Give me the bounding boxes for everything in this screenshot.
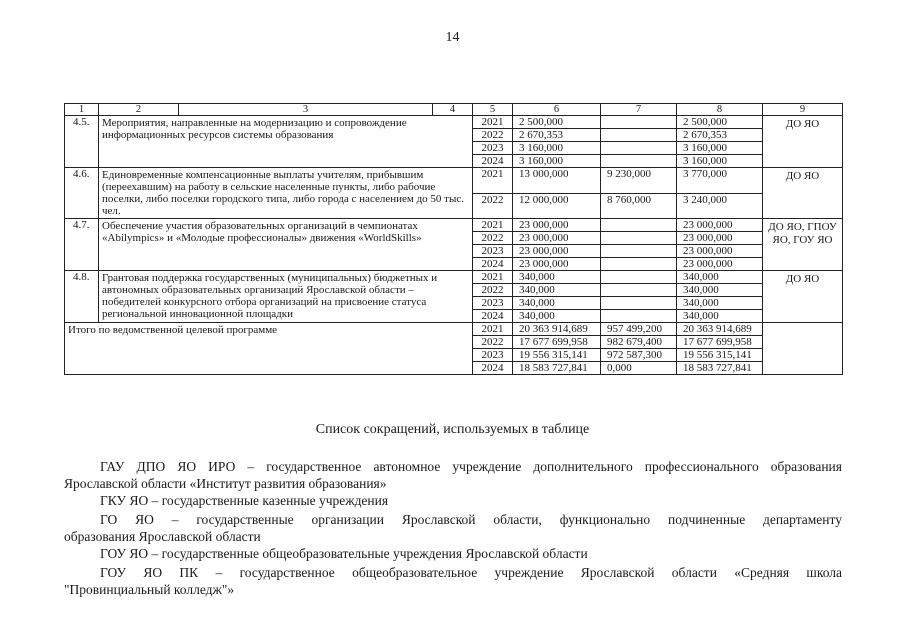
total-amount-cell: 23 000,000 xyxy=(513,232,601,245)
year-cell: 2021 xyxy=(473,168,513,194)
federal-amount-cell: 972 587,300 xyxy=(601,349,677,362)
federal-amount-cell xyxy=(601,155,677,168)
responsible-executor: ДО ЯО xyxy=(763,168,843,219)
total-amount-cell: 3 160,000 xyxy=(513,142,601,155)
federal-amount-cell xyxy=(601,310,677,323)
total-amount-cell: 17 677 699,958 xyxy=(513,336,601,349)
total-amount-cell: 340,000 xyxy=(513,271,601,284)
abbreviation-text-cont: образования Ярославской области xyxy=(64,529,261,544)
regional-amount-cell: 23 000,000 xyxy=(677,245,763,258)
regional-amount-cell: 340,000 xyxy=(677,310,763,323)
federal-amount-cell xyxy=(601,116,677,129)
year-cell: 2022 xyxy=(473,284,513,297)
federal-amount-cell xyxy=(601,129,677,142)
item-number: 4.6. xyxy=(65,168,99,219)
abbreviation-text: ГО ЯО – государственные организации Ярославской области, функционально подчиненные департаменту xyxy=(100,512,842,527)
year-cell: 2021 xyxy=(473,323,513,336)
item-description: Грантовая поддержка государственных (муниципальных) бюджетных и автономных образовательных организаций Ярославской области – победителей конкурсного отбора организаций на присвоение статуса региональной инновационной площадки xyxy=(99,271,473,323)
column-number-4: 4 xyxy=(433,104,473,116)
federal-amount-cell xyxy=(601,271,677,284)
column-number-9: 9 xyxy=(763,104,843,116)
federal-amount-cell xyxy=(601,142,677,155)
regional-amount-cell: 340,000 xyxy=(677,297,763,310)
total-amount-cell: 2 670,353 xyxy=(513,129,601,142)
total-amount-cell: 340,000 xyxy=(513,310,601,323)
federal-amount-cell xyxy=(601,245,677,258)
abbreviation-item xyxy=(64,492,842,509)
year-cell: 2021 xyxy=(473,219,513,232)
regional-amount-cell: 23 000,000 xyxy=(677,258,763,271)
table-row xyxy=(65,116,843,129)
year-cell: 2022 xyxy=(473,336,513,349)
regional-amount-cell: 3 240,000 xyxy=(677,193,763,219)
regional-amount-cell: 20 363 914,689 xyxy=(677,323,763,336)
column-number-2: 2 xyxy=(99,104,179,116)
federal-amount-cell xyxy=(601,258,677,271)
total-amount-cell: 23 000,000 xyxy=(513,245,601,258)
abbreviation-text: ГОУ ЯО – государственные общеобразовательные учреждения Ярославской области xyxy=(100,546,588,561)
item-number: 4.8. xyxy=(65,271,99,323)
regional-amount-cell: 2 670,353 xyxy=(677,129,763,142)
total-amount-cell: 19 556 315,141 xyxy=(513,349,601,362)
federal-amount-cell: 9 230,000 xyxy=(601,168,677,194)
regional-amount-cell: 3 770,000 xyxy=(677,168,763,194)
item-description: Мероприятия, направленные на модернизацию и сопровождение информационных ресурсов системы образования xyxy=(99,116,473,168)
regional-amount-cell: 3 160,000 xyxy=(677,142,763,155)
year-cell: 2021 xyxy=(473,116,513,129)
federal-amount-cell: 982 679,400 xyxy=(601,336,677,349)
abbreviation-item xyxy=(64,458,842,492)
column-number-5: 5 xyxy=(473,104,513,116)
total-amount-cell: 3 160,000 xyxy=(513,155,601,168)
responsible-executor: ДО ЯО xyxy=(763,271,843,323)
total-amount-cell: 18 583 727,841 xyxy=(513,362,601,375)
regional-amount-cell: 3 160,000 xyxy=(677,155,763,168)
responsible-executor xyxy=(763,323,843,375)
page-number: 14 xyxy=(445,30,460,45)
column-number-3: 3 xyxy=(179,104,433,116)
federal-amount-cell xyxy=(601,219,677,232)
table-row xyxy=(65,168,843,194)
federal-amount-cell xyxy=(601,297,677,310)
responsible-executor: ДО ЯО, ГПОУ ЯО, ГОУ ЯО xyxy=(763,219,843,271)
total-amount-cell: 23 000,000 xyxy=(513,219,601,232)
regional-amount-cell: 23 000,000 xyxy=(677,219,763,232)
federal-amount-cell: 0,000 xyxy=(601,362,677,375)
federal-amount-cell xyxy=(601,284,677,297)
item-description: Единовременные компенсационные выплаты учителям, прибывшим (переехавшим) на работу в сельские населенные пункты, либо рабочие поселки, либо поселки городского типа, либо города с населением до 50 тыс. чел. xyxy=(99,168,473,219)
item-number: 4.5. xyxy=(65,116,99,168)
federal-amount-cell: 8 760,000 xyxy=(601,193,677,219)
column-number-8: 8 xyxy=(677,104,763,116)
abbreviations-title: Список сокращений, используемых в таблице xyxy=(315,422,590,437)
column-number-7: 7 xyxy=(601,104,677,116)
abbreviation-text-cont: Ярославской области «Институт развития образования» xyxy=(64,476,387,491)
federal-amount-cell: 957 499,200 xyxy=(601,323,677,336)
year-cell: 2024 xyxy=(473,310,513,323)
abbreviation-text: ГОУ ЯО ПК – государственное общеобразовательное учреждение Ярославской области «Средняя школа xyxy=(100,565,842,580)
year-cell: 2023 xyxy=(473,297,513,310)
total-amount-cell: 20 363 914,689 xyxy=(513,323,601,336)
abbreviation-text: ГКУ ЯО – государственные казенные учреждения xyxy=(100,493,389,508)
year-cell: 2023 xyxy=(473,349,513,362)
item-number: 4.7. xyxy=(65,219,99,271)
item-description: Обеспечение участия образовательных организаций в чемпионатах «Abilympics» и «Молодые профессионалы» движения «WorldSkills» xyxy=(99,219,473,271)
year-cell: 2022 xyxy=(473,193,513,219)
year-cell: 2022 xyxy=(473,129,513,142)
regional-amount-cell: 2 500,000 xyxy=(677,116,763,129)
regional-amount-cell: 18 583 727,841 xyxy=(677,362,763,375)
total-amount-cell: 340,000 xyxy=(513,297,601,310)
total-amount-cell: 13 000,000 xyxy=(513,168,601,194)
year-cell: 2023 xyxy=(473,142,513,155)
year-cell: 2021 xyxy=(473,271,513,284)
federal-amount-cell xyxy=(601,232,677,245)
total-row xyxy=(65,323,843,336)
regional-amount-cell: 340,000 xyxy=(677,271,763,284)
table-row xyxy=(65,219,843,232)
regional-amount-cell: 17 677 699,958 xyxy=(677,336,763,349)
year-cell: 2024 xyxy=(473,258,513,271)
column-number-6: 6 xyxy=(513,104,601,116)
total-amount-cell: 12 000,000 xyxy=(513,193,601,219)
program-table xyxy=(64,103,842,375)
regional-amount-cell: 23 000,000 xyxy=(677,232,763,245)
abbreviation-text-cont: "Провинциальный колледж"» xyxy=(64,582,235,597)
total-amount-cell: 23 000,000 xyxy=(513,258,601,271)
total-amount-cell: 340,000 xyxy=(513,284,601,297)
regional-amount-cell: 340,000 xyxy=(677,284,763,297)
abbreviation-item xyxy=(64,564,842,598)
responsible-executor: ДО ЯО xyxy=(763,116,843,168)
program-table-grid xyxy=(64,103,843,375)
year-cell: 2022 xyxy=(473,232,513,245)
abbreviation-item xyxy=(64,511,842,545)
total-label: Итого по ведомственной целевой программе xyxy=(65,323,473,375)
table-header-row xyxy=(65,104,843,116)
year-cell: 2024 xyxy=(473,155,513,168)
abbreviation-item xyxy=(64,545,842,562)
total-amount-cell: 2 500,000 xyxy=(513,116,601,129)
year-cell: 2024 xyxy=(473,362,513,375)
year-cell: 2023 xyxy=(473,245,513,258)
column-number-1: 1 xyxy=(65,104,99,116)
regional-amount-cell: 19 556 315,141 xyxy=(677,349,763,362)
abbreviation-text: ГАУ ДПО ЯО ИРО – государственное автономное учреждение дополнительного профессионального образования xyxy=(100,459,842,474)
table-row xyxy=(65,271,843,284)
